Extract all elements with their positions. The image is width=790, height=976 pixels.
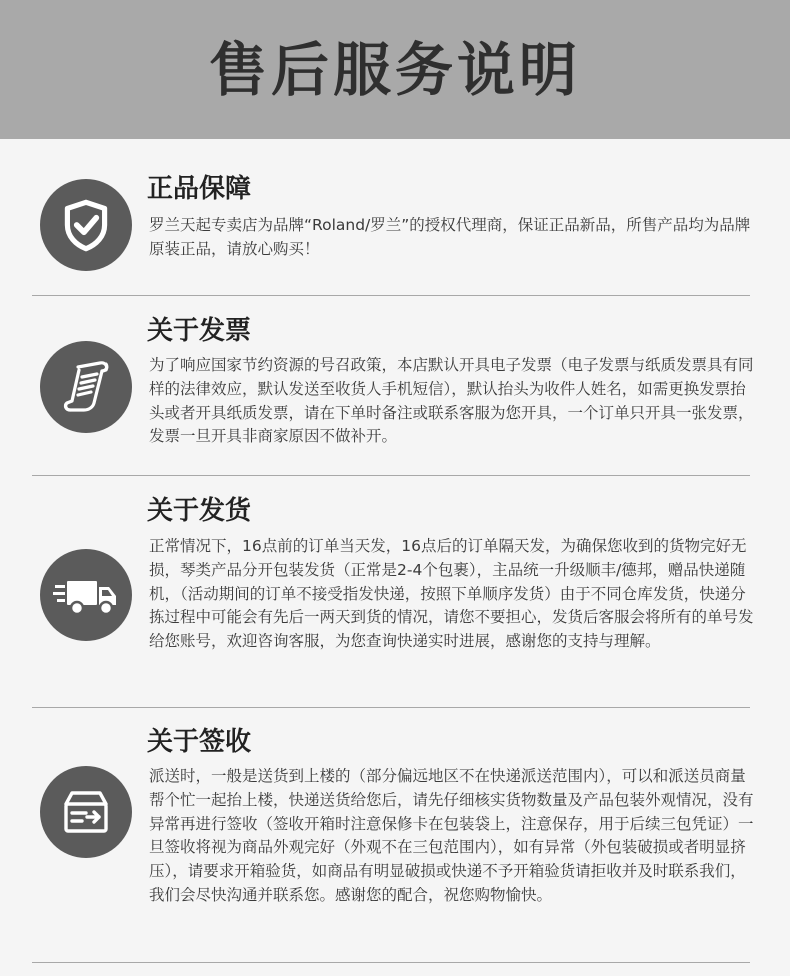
page-title: 售后服务说明 [208, 35, 581, 104]
delivery-truck-icon [51, 565, 121, 625]
shield-check-icon [55, 194, 117, 256]
page-header [0, 0, 790, 139]
section-title: 关于发票 [147, 316, 252, 346]
section-body: 罗兰天起专卖店为品牌“Roland/罗兰”的授权代理商，保证正品新品，所售产品均为品牌原装正品，请放心购买！ [149, 216, 751, 258]
divider [32, 962, 750, 963]
delivery-truck-icon-circle [40, 549, 132, 641]
package-receive-icon [56, 782, 116, 842]
shield-check-icon-circle [40, 179, 132, 271]
section-title: 关于发货 [147, 496, 252, 526]
scroll-document-icon-circle [40, 341, 132, 433]
scroll-document-icon [56, 357, 116, 417]
section-title: 正品保障 [147, 174, 252, 204]
section-body: 为了响应国家节约资源的号召政策，本店默认开具电子发票（电子发票与纸质发票具有同样的法律效应，默认发送至收货人手机短信），默认抬头为收件人姓名，如需更换发票抬头或者开具纸质发票，请在下单时备注或联系客服为您开具，一个订单只开具一张发票，发票一旦开具非商家原因不做补开。 [149, 356, 754, 446]
divider [32, 475, 750, 476]
divider [32, 295, 750, 296]
section-title: 关于签收 [147, 727, 252, 757]
package-receive-icon-circle [40, 766, 132, 858]
section-body: 派送时，一般是送货到上楼的（部分偏远地区不在快递派送范围内），可以和派送员商量帮个忙一起抬上楼，快递送货给您后，请先仔细核实货物数量及产品包装外观情况，没有异常再进行签收（签收开箱时注意保修卡在包装袋上，注意保存，用于后续三包凭证）一旦签收将视为商品外观完好（外观不在三包范围内），如有异常（外包装破损或者明显挤压），请要求开箱验货，如商品有明显破损或快递不予开箱验货请拒收并及时联系我们，我们会尽快沟通并联系您。感谢您的配合，祝您购物愉快。 [149, 767, 754, 904]
divider [32, 707, 750, 708]
section-body: 正常情况下，16点前的订单当天发，16点后的订单隔天发，为确保您收到的货物完好无损，琴类产品分开包装发货（正常是2-4个包裹），主品统一升级顺丰/德邦，赠品快递随机，（活动期间的订单不接受指发快递，按照下单顺序发货）由于不同仓库发货，快递分拣过程中可能会有先后一两天到货的情况，请您不要担心，发货后客服会将所有的单号发给您账号，欢迎咨询客服，为您查询快递实时进展，感谢您的支持与理解。 [149, 537, 754, 651]
